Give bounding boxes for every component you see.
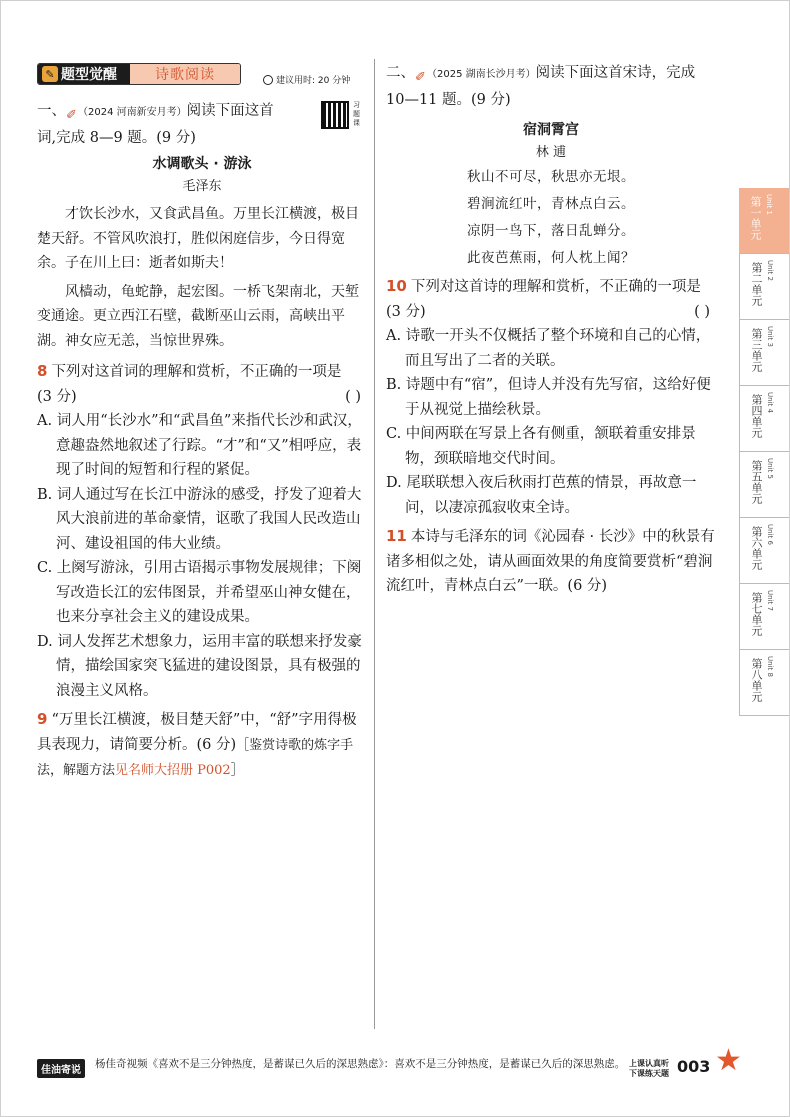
left-column bbox=[37, 99, 367, 784]
poem-2-line: 凉阴一鸟下，落日乱蝉分。 bbox=[467, 223, 635, 239]
tab-unit-label: Unit 4 bbox=[766, 392, 774, 413]
q10-option-d: D. 尾联联想入夜后秋雨打芭蕉的情景，再故意一问，以凄凉孤寂收束全诗。 bbox=[386, 475, 697, 516]
footer-quote: 杨佳奇视频《喜欢不是三分钟热度，是蓄谋已久后的深思熟虑》：喜欢不是三分钟热度，是蓄谋已久后的深思熟虑。 bbox=[95, 1058, 626, 1070]
right-column bbox=[386, 61, 716, 599]
tab-unit-label: Unit 1 bbox=[765, 194, 773, 215]
page-number: 003 bbox=[677, 1057, 711, 1076]
question-10-stem: 下列对这首诗的理解和赏析，不正确的一项是 bbox=[410, 279, 701, 295]
banner-left bbox=[38, 64, 130, 84]
question-10 bbox=[386, 274, 716, 324]
question-8-number: 8 bbox=[37, 362, 48, 380]
tab-unit-label: Unit 6 bbox=[766, 524, 774, 545]
clock-icon bbox=[263, 75, 273, 85]
slogan-line-2: 下课练天题 bbox=[629, 1069, 669, 1078]
section-2-source: （2025 湖南长沙月考） bbox=[427, 69, 536, 80]
suggested-time bbox=[263, 73, 350, 86]
question-9-number: 9 bbox=[37, 710, 48, 728]
section-banner bbox=[37, 63, 241, 85]
q10-option-c: C. 中间两联在写景上各有侧重，颔联着重安排景物，颈联暗地交代时间。 bbox=[386, 426, 696, 467]
section-1-label: 一、 bbox=[37, 103, 66, 119]
tab-label: 第七单元 bbox=[750, 592, 763, 636]
poem-2-author: 林 逋 bbox=[535, 145, 567, 160]
page-footer bbox=[37, 1043, 757, 1093]
q10-option-b: B. 诗题中有“宿”，但诗人并没有先写宿，这给好便于从视觉上描绘秋景。 bbox=[386, 377, 711, 418]
tab-label: 第二单元 bbox=[750, 262, 763, 306]
answer-paren[interactable]: ( ) bbox=[345, 388, 361, 405]
footer-slogan bbox=[629, 1059, 677, 1079]
section-2-label: 二、 bbox=[386, 65, 415, 81]
poem-2-line: 碧涧流红叶，青林点白云。 bbox=[467, 196, 635, 212]
book-icon: ✎ bbox=[42, 66, 58, 82]
pencil-icon: ✐ bbox=[415, 70, 426, 85]
tab-unit-label: Unit 3 bbox=[766, 326, 774, 347]
tab-unit-label: Unit 7 bbox=[766, 590, 774, 611]
question-8-stem: 下列对这首词的理解和赏析，不正确的一项是 bbox=[51, 364, 342, 380]
tab-label: 第五单元 bbox=[750, 460, 763, 504]
tab-label: 第四单元 bbox=[750, 394, 763, 438]
q8-option-a: A. 词人用“长沙水”和“武昌鱼”来指代长沙和武汉，意趣盎然地叙述了行踪。“才”和“又”相呼应，表现了时间的短暂和行程的紧促。 bbox=[37, 413, 362, 478]
qr-label: 习题课 bbox=[353, 101, 360, 127]
question-10-number: 10 bbox=[386, 277, 407, 295]
timer-label: 建议用时: 20 分钟 bbox=[276, 76, 351, 86]
footer-tag: 佳油寄说 bbox=[37, 1059, 85, 1078]
tab-label: 第一单元 bbox=[749, 196, 762, 240]
banner-left-label: 题型觉醒 bbox=[61, 67, 117, 83]
question-10-score: (3 分) bbox=[386, 303, 426, 320]
tab-unit-1[interactable] bbox=[739, 188, 789, 254]
tab-label: 第六单元 bbox=[750, 526, 763, 570]
poem-1-title: 水调歌头 · 游泳 bbox=[152, 156, 252, 172]
section-1-heading bbox=[37, 99, 319, 150]
unit-tabs bbox=[739, 188, 789, 716]
question-8-score: (3 分) bbox=[37, 388, 77, 405]
q8-option-d: D. 词人发挥艺术想象力，运用丰富的联想来抒发豪情，描绘国家突飞猛进的建设图景，具有极强的浪漫主义风格。 bbox=[37, 633, 362, 699]
mascot-star-icon: ★ bbox=[715, 1043, 742, 1078]
pencil-icon: ✐ bbox=[66, 108, 77, 123]
q8-option-c: C. 上阕写游泳，引用古语揭示事物发展规律；下阕写改造长江的宏伟图景，并希望巫山神女健在，也来分享社会主义的建设成果。 bbox=[37, 560, 362, 625]
tab-unit-8[interactable] bbox=[739, 650, 789, 716]
answer-paren[interactable]: ( ) bbox=[694, 303, 710, 320]
question-11-stem: 本诗与毛泽东的词《沁园春 · 长沙》中的秋景有诸多相似之处，请从画面效果的角度简要赏析“碧涧流红叶，青林点白云”一联。(6 分) bbox=[386, 529, 715, 594]
tab-unit-label: Unit 2 bbox=[766, 260, 774, 281]
question-9 bbox=[37, 707, 367, 784]
poem-2-line: 秋山不可尽，秋思亦无垠。 bbox=[467, 169, 635, 185]
poem-1-para-2: 风樯动，龟蛇静，起宏图。一桥飞架南北，天堑变通途。更立西江石壁，截断巫山云雨，高峡出平湖。神女应无恙，当惊世界殊。 bbox=[37, 283, 359, 349]
tip-text-b: ］ bbox=[230, 763, 244, 778]
section-1-intro-b: 词,完成 8—9 题。(9 分) bbox=[37, 129, 196, 146]
tab-label: 第三单元 bbox=[750, 328, 763, 372]
question-11-number: 11 bbox=[386, 527, 407, 545]
q10-option-a: A. 诗歌一开头不仅概括了整个环境和自己的心情，而且写出了二者的关联。 bbox=[386, 328, 711, 369]
section-2-intro-a: 阅读下面这首宋诗，完成 bbox=[535, 65, 696, 81]
tab-unit-label: Unit 5 bbox=[766, 458, 774, 479]
question-11 bbox=[386, 524, 716, 599]
poem-1-author: 毛泽东 bbox=[182, 179, 222, 194]
tab-label: 第八单元 bbox=[750, 658, 763, 702]
tab-unit-3[interactable] bbox=[739, 320, 789, 386]
tab-unit-7[interactable] bbox=[739, 584, 789, 650]
question-8 bbox=[37, 359, 367, 409]
q8-option-b: B. 词人通过写在长江中游泳的感受，抒发了迎着大风大浪前进的革命豪情，讴歌了我国人民改造山河、建设祖国的伟大业绩。 bbox=[37, 486, 362, 552]
section-2-heading bbox=[386, 61, 716, 112]
tab-unit-label: Unit 8 bbox=[766, 656, 774, 677]
tab-unit-6[interactable] bbox=[739, 518, 789, 584]
poem-2-title: 宿洞霄宫 bbox=[523, 122, 579, 138]
section-2-intro-b: 10—11 题。(9 分) bbox=[386, 91, 511, 108]
slogan-line-1: 上课认真听 bbox=[629, 1059, 669, 1068]
tab-unit-5[interactable] bbox=[739, 452, 789, 518]
tab-unit-2[interactable] bbox=[739, 254, 789, 320]
section-1-source: （2024 河南新安月考） bbox=[78, 107, 187, 118]
section-1-intro-a: 阅读下面这首 bbox=[186, 103, 274, 119]
tip-reference-link[interactable]: 见名师大招册 P002 bbox=[115, 763, 231, 778]
poem-2-line: 此夜芭蕉雨，何人枕上闻？ bbox=[467, 250, 635, 266]
question-9-stem: “万里长江横渡，极目楚天舒”中，“舒”字用得极具表现力，请简要分析。(6 分) bbox=[37, 712, 357, 753]
tip-text-a: ［鉴赏诗歌的炼字手法，解题方法 bbox=[37, 737, 354, 778]
column-divider bbox=[374, 59, 375, 1029]
poem-1-para-1: 才饮长沙水，又食武昌鱼。万里长江横渡，极目楚天舒。不管风吹浪打，胜似闲庭信步，今日得宽余。子在川上曰：逝者如斯夫！ bbox=[37, 206, 359, 271]
banner-right-label: 诗歌阅读 bbox=[130, 64, 240, 84]
tab-unit-4[interactable] bbox=[739, 386, 789, 452]
